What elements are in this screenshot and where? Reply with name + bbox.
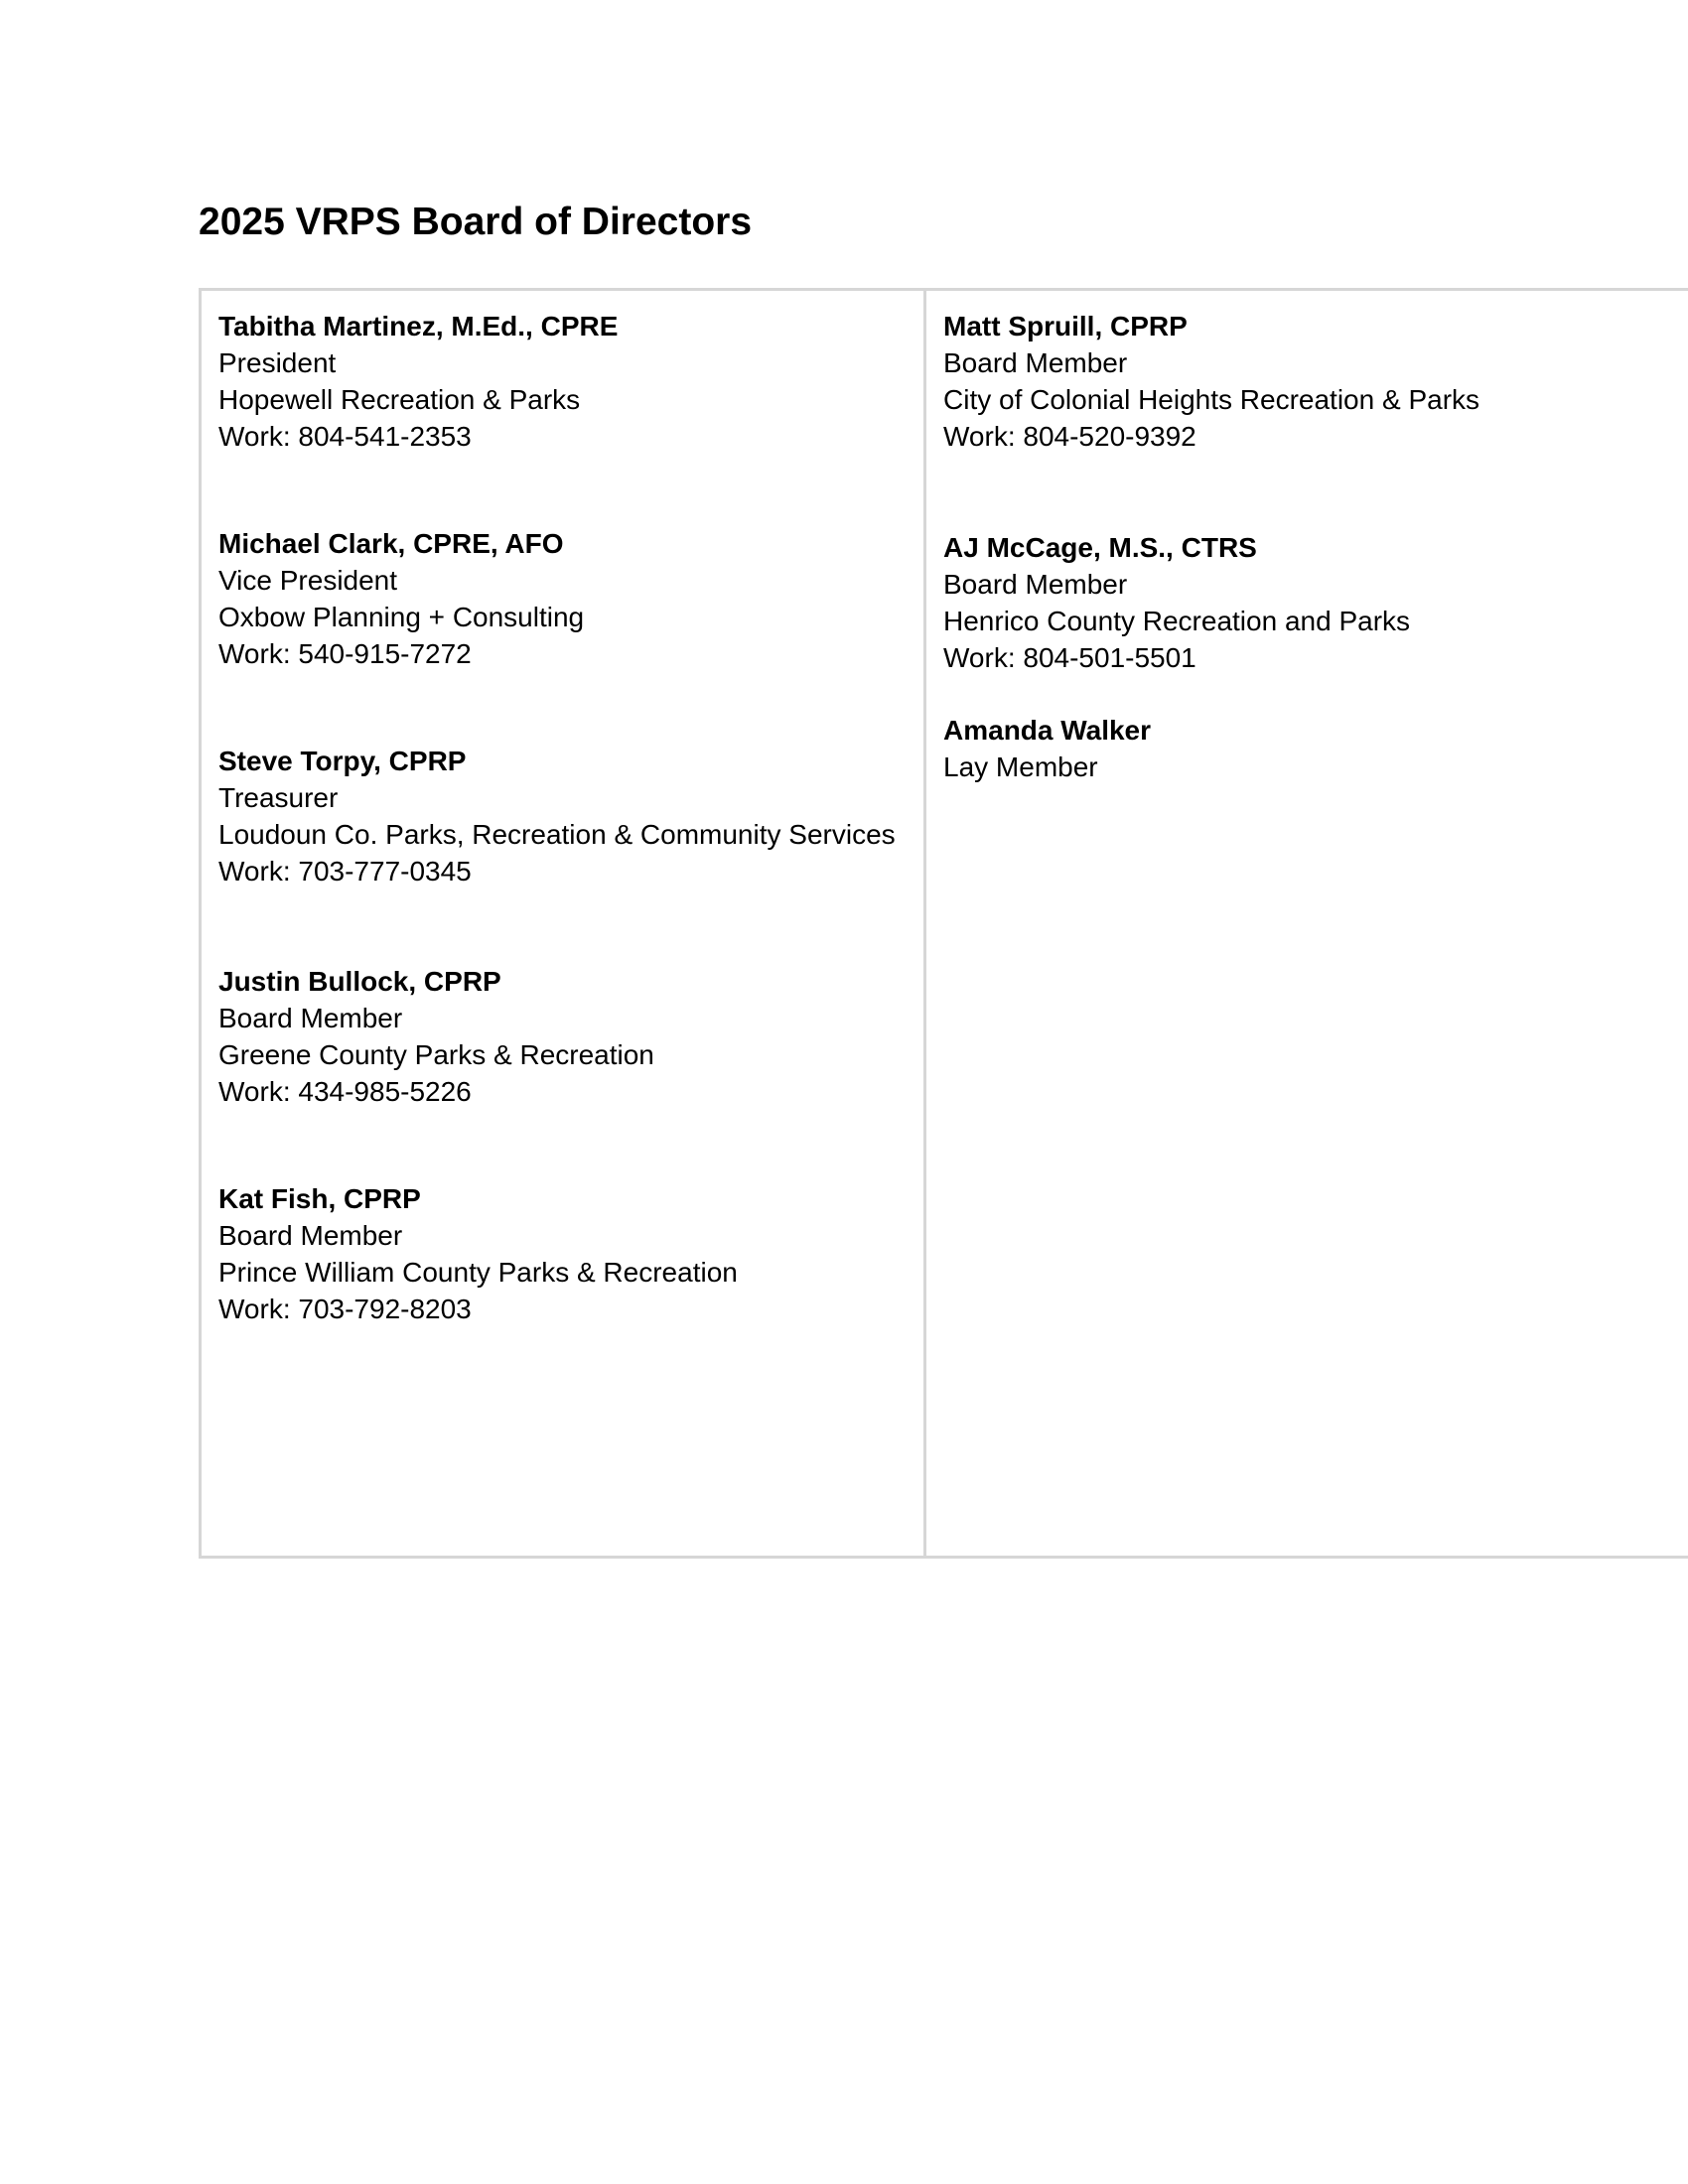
member-entry <box>218 308 618 455</box>
member-name: Michael Clark, CPRE, AFO <box>218 528 564 559</box>
member-role: Board Member <box>943 569 1128 600</box>
member-organization: Oxbow Planning + Consulting <box>218 602 585 632</box>
member-phone: Work: 804-520-9392 <box>943 421 1196 452</box>
member-role: Board Member <box>218 1003 403 1033</box>
member-role: Treasurer <box>218 782 339 813</box>
member-name: Steve Torpy, CPRP <box>218 746 467 776</box>
member-role: Vice President <box>218 565 398 596</box>
member-entry <box>218 1180 738 1327</box>
member-organization: City of Colonial Heights Recreation & Parks <box>943 384 1480 415</box>
member-name: Justin Bullock, CPRP <box>218 966 501 997</box>
member-phone: Work: 703-777-0345 <box>218 856 472 887</box>
member-phone: Work: 804-541-2353 <box>218 421 472 452</box>
member-role: Board Member <box>943 347 1128 378</box>
directors-table <box>199 288 1688 1559</box>
member-entry <box>218 963 654 1110</box>
member-organization: Loudoun Co. Parks, Recreation & Community Services <box>218 819 896 850</box>
member-phone: Work: 540-915-7272 <box>218 638 472 669</box>
page-title: 2025 VRPS Board of Directors <box>199 201 753 243</box>
member-role: President <box>218 347 337 378</box>
member-organization: Henrico County Recreation and Parks <box>943 606 1411 636</box>
member-phone: Work: 804-501-5501 <box>943 642 1196 673</box>
member-phone: Work: 434-985-5226 <box>218 1076 472 1107</box>
member-organization: Greene County Parks & Recreation <box>218 1039 654 1070</box>
member-name: Matt Spruill, CPRP <box>943 311 1188 341</box>
member-name: AJ McCage, M.S., CTRS <box>943 532 1257 563</box>
right-column <box>926 291 1688 1556</box>
member-role: Board Member <box>218 1220 403 1251</box>
member-entry <box>218 743 896 889</box>
member-organization: Hopewell Recreation & Parks <box>218 384 581 415</box>
member-name: Kat Fish, CPRP <box>218 1183 421 1214</box>
member-name: Tabitha Martinez, M.Ed., CPRE <box>218 311 619 341</box>
member-name: Amanda Walker <box>943 715 1152 746</box>
member-entry <box>943 712 1151 785</box>
member-role: Lay Member <box>943 751 1098 782</box>
member-phone: Work: 703-792-8203 <box>218 1294 472 1324</box>
member-entry <box>943 308 1479 455</box>
left-column <box>202 291 926 1556</box>
member-entry <box>218 525 584 672</box>
member-entry <box>943 529 1410 676</box>
member-organization: Prince William County Parks & Recreation <box>218 1257 738 1288</box>
